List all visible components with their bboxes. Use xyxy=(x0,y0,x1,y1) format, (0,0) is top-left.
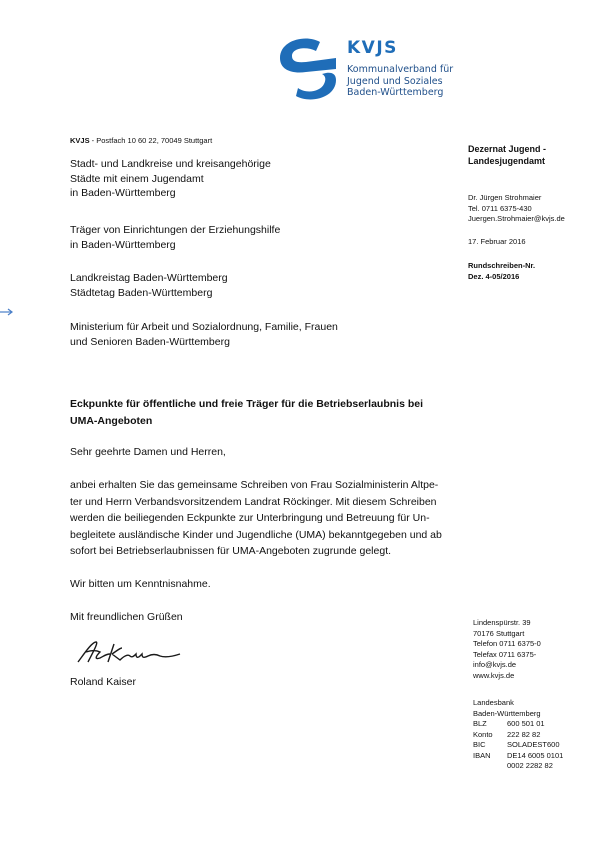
letter-date: 17. Februar 2016 xyxy=(468,237,526,246)
bank-details-table xyxy=(473,719,563,772)
recipient-line: Landkreistag Baden-Württemberg xyxy=(70,272,228,284)
recipient-line: und Senioren Baden-Württemberg xyxy=(70,335,230,348)
recipient-block-4 xyxy=(70,320,338,349)
department-line: Landesjugendamt xyxy=(468,156,546,166)
signature-name: Roland Kaiser xyxy=(70,676,136,688)
contact-email: Juergen.Strohmaier@kvjs.de xyxy=(468,214,565,223)
recipient-line: in Baden-Württemberg xyxy=(70,238,176,251)
bank-name-line: Landesbank xyxy=(473,698,514,707)
contact-block xyxy=(468,193,565,225)
recipient-block-3 xyxy=(70,271,228,300)
bank-value: DE14 6005 0101 xyxy=(507,750,564,760)
logo-text xyxy=(347,38,453,99)
logo-subtitle-line: Baden-Württemberg xyxy=(347,87,444,98)
logo-subtitle-line: Kommunalverband für xyxy=(347,64,454,75)
closing-line: Mit freundlichen Grüßen xyxy=(70,611,183,623)
footer-website: www.kvjs.de xyxy=(473,670,515,680)
subject-line: UMA-Angeboten xyxy=(70,414,153,427)
recipient-line: in Baden-Württemberg xyxy=(70,187,176,199)
logo-title: KVJS xyxy=(347,38,398,58)
bank-value: 0002 2282 82 xyxy=(507,761,553,770)
bank-row xyxy=(473,761,563,772)
bank-name-line: Baden-Württemberg xyxy=(473,708,541,718)
logo-subtitle-line: Jugend und Soziales xyxy=(347,75,443,87)
sender-org: KVJS xyxy=(70,136,90,145)
salutation: Sehr geehrte Damen und Herren, xyxy=(70,446,226,458)
bank-key xyxy=(473,761,507,772)
recipient-block-2 xyxy=(70,223,280,252)
footer-city: 70176 Stuttgart xyxy=(473,628,525,638)
bank-row xyxy=(473,719,563,730)
recipient-block-1 xyxy=(70,157,271,201)
fold-marker-arrow-icon xyxy=(0,307,14,317)
footer-email: info@kvjs.de xyxy=(473,660,517,669)
circular-number xyxy=(468,261,535,282)
recipient-line: Träger von Einrichtungen der Erziehungshilfe xyxy=(70,224,281,236)
department-heading xyxy=(468,143,546,167)
paragraph-line: werden die beiliegenden Eckpunkte zur Unterbringung und Betreuung für Un- xyxy=(70,512,430,524)
recipient-line: Städte mit einem Jugendamt xyxy=(70,172,204,185)
bank-value: 600 501 01 xyxy=(507,719,545,728)
footer-bank xyxy=(473,698,563,772)
sender-address: - Postfach 10 60 22, 70049 Stuttgart xyxy=(89,136,213,145)
department-line: Dezernat Jugend - xyxy=(468,144,547,154)
recipient-line: Ministerium für Arbeit und Sozialordnung, Familie, Frauen xyxy=(70,321,338,333)
paragraph-line: ter und Herrn Verbandsvorsitzendem Landrat Röckinger. Mit diesem Schreiben xyxy=(70,495,437,508)
bank-value: 222 82 82 xyxy=(507,729,541,739)
handwritten-signature xyxy=(74,636,184,668)
contact-phone: Tel. 0711 6375-430 xyxy=(468,203,532,213)
circular-label: Rundschreiben-Nr. xyxy=(468,261,536,270)
paragraph-line: sofort bei Betriebserlaubnissen für UMA-Angeboten zugrunde gelegt. xyxy=(70,545,392,557)
request-line: Wir bitten um Kenntnisnahme. xyxy=(70,578,211,590)
bank-key: BLZ xyxy=(473,719,487,728)
bank-row xyxy=(473,740,563,751)
sender-line xyxy=(70,136,212,145)
body-paragraph xyxy=(70,477,460,560)
contact-name: Dr. Jürgen Strohmaier xyxy=(468,193,542,202)
bank-row xyxy=(473,751,563,762)
subject-line: Eckpunkte für öffentliche und freie Träger für die Betriebserlaubnis bei xyxy=(70,398,423,410)
logo-subtitle xyxy=(347,64,453,99)
footer-address xyxy=(473,618,541,681)
bank-key: IBAN xyxy=(473,750,491,760)
footer-phone: Telefon 0711 6375-0 xyxy=(473,639,541,648)
footer-street: Lindenspürstr. 39 xyxy=(473,618,531,627)
kvjs-logo-icon xyxy=(276,36,340,102)
paragraph-line: begleitete ausländische Kinder und Jugendliche (UMA) bekanntgegeben und ab xyxy=(70,528,442,541)
footer-fax: Telefax 0711 6375- xyxy=(473,649,537,659)
bank-row xyxy=(473,730,563,741)
paragraph-line: anbei erhalten Sie das gemeinsame Schreiben von Frau Sozialministerin Altpe- xyxy=(70,479,439,491)
letter-subject xyxy=(70,396,460,429)
recipient-line: Städtetag Baden-Württemberg xyxy=(70,286,213,299)
circular-value: Dez. 4-05/2016 xyxy=(468,271,520,281)
bank-value: SOLADEST600 xyxy=(507,740,560,749)
bank-key: BIC xyxy=(473,740,486,749)
bank-key: Konto xyxy=(473,729,493,739)
recipient-line: Stadt- und Landkreise und kreisangehörige xyxy=(70,158,271,170)
